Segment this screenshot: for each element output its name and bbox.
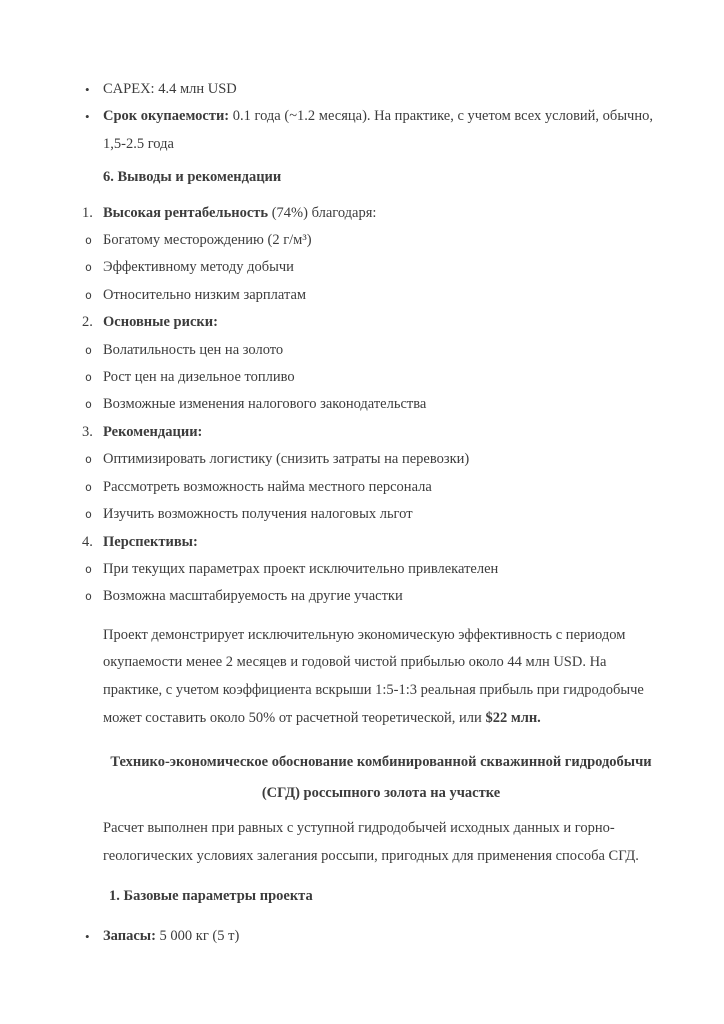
- conclusions-list: [82, 200, 667, 611]
- list-item-text: При текущих параметрах проект исключительно привлекателен: [103, 560, 499, 577]
- sub-item: [85, 556, 667, 583]
- circle-marker: o: [85, 370, 92, 385]
- circle-marker: o: [85, 397, 92, 412]
- list-item-capex: [85, 76, 667, 103]
- bullet-icon: •: [85, 82, 90, 97]
- list-item-text: Рекомендации:: [103, 423, 203, 440]
- list-item-text: Перспективы:: [103, 533, 198, 550]
- section-heading-conclusions: 6. Выводы и рекомендации: [103, 169, 282, 186]
- sub-item: [85, 391, 667, 418]
- number-marker: 3.: [82, 423, 93, 440]
- method-paragraph: Расчет выполнен при равных с уступной гидродобычей исходных данных и горно-геологических условиях залегания россыпи, пригодных для применения способа СГД.: [103, 819, 639, 864]
- list-item-text: Относительно низким зарплатам: [103, 286, 307, 303]
- main-title: Технико-экономическое обоснование комбинированной скважинной гидродобычи (СГД) россыпного золота на участке: [110, 753, 652, 801]
- circle-marker: o: [85, 452, 92, 467]
- list-item-text: CAPEX: 4.4 млн USD: [103, 81, 237, 97]
- list-item-text: Срок окупаемости: 0.1 года (~1.2 месяца). На практике, с учетом всех условий, обычно, 1,5-2.5 года: [103, 108, 653, 152]
- list-item-text: Рассмотреть возможность найма местного персонала: [103, 478, 432, 495]
- parameters-bullet-list: [85, 923, 667, 950]
- intro-bullet-list: [85, 76, 667, 158]
- numbered-item: [82, 529, 667, 556]
- list-item-text: Богатому месторождению (2 г/м³): [103, 232, 312, 249]
- circle-marker: o: [85, 589, 92, 604]
- sub-item: [85, 364, 667, 391]
- list-item-payback: [85, 103, 667, 158]
- list-item-text: Рост цен на дизельное топливо: [103, 369, 295, 386]
- summary-bold-tail: $22 млн.: [485, 709, 541, 726]
- list-item-reserves: [85, 923, 667, 950]
- circle-marker: o: [85, 479, 92, 494]
- circle-marker: o: [85, 287, 92, 302]
- numbered-item: [82, 200, 667, 227]
- circle-marker: o: [85, 260, 92, 275]
- list-item-text: Высокая рентабельность (74%) благодаря:: [103, 204, 377, 221]
- numbered-item: [82, 419, 667, 446]
- sub-item: [85, 501, 667, 528]
- numbered-item: [82, 309, 667, 336]
- circle-marker: o: [85, 507, 92, 522]
- summary-paragraph: Проект демонстрирует исключительную экономическую эффективность с периодом окупаемости менее 2 месяцев и годовой чистой прибылью около 44 млн USD. На практике, с учетом коэффициента вскрыши 1:5-1:3 реальная прибыль при гидродобыче может составить около 50% от расчетной теоретической, или $22 млн.: [103, 626, 644, 726]
- list-item-text: Возможные изменения налогового законодательства: [103, 396, 427, 413]
- number-marker: 4.: [82, 533, 93, 550]
- list-item-text: Волатильность цен на золото: [103, 341, 284, 358]
- circle-marker: o: [85, 342, 92, 357]
- list-item-text: Запасы: 5 000 кг (5 т): [103, 927, 240, 944]
- list-item-text: Возможна масштабируемость на другие участки: [103, 588, 403, 605]
- sub-item: [85, 583, 667, 610]
- sub-item: [85, 337, 667, 364]
- sub-item: [85, 227, 667, 254]
- section-heading-parameters: 1. Базовые параметры проекта: [109, 887, 313, 904]
- list-item-text: Оптимизировать логистику (снизить затраты на перевозки): [103, 451, 470, 468]
- number-marker: 1.: [82, 204, 93, 221]
- bullet-icon: •: [85, 928, 90, 944]
- number-marker: 2.: [82, 314, 93, 331]
- circle-marker: o: [85, 561, 92, 576]
- bullet-icon: •: [85, 109, 90, 125]
- list-item-text: Эффективному методу добычи: [103, 259, 294, 276]
- circle-marker: o: [85, 233, 92, 248]
- sub-item: [85, 446, 667, 473]
- sub-item: [85, 474, 667, 501]
- list-item-text: Основные риски:: [103, 314, 218, 331]
- sub-item: [85, 254, 667, 281]
- sub-item: [85, 282, 667, 309]
- list-item-text: Изучить возможность получения налоговых льгот: [103, 506, 413, 523]
